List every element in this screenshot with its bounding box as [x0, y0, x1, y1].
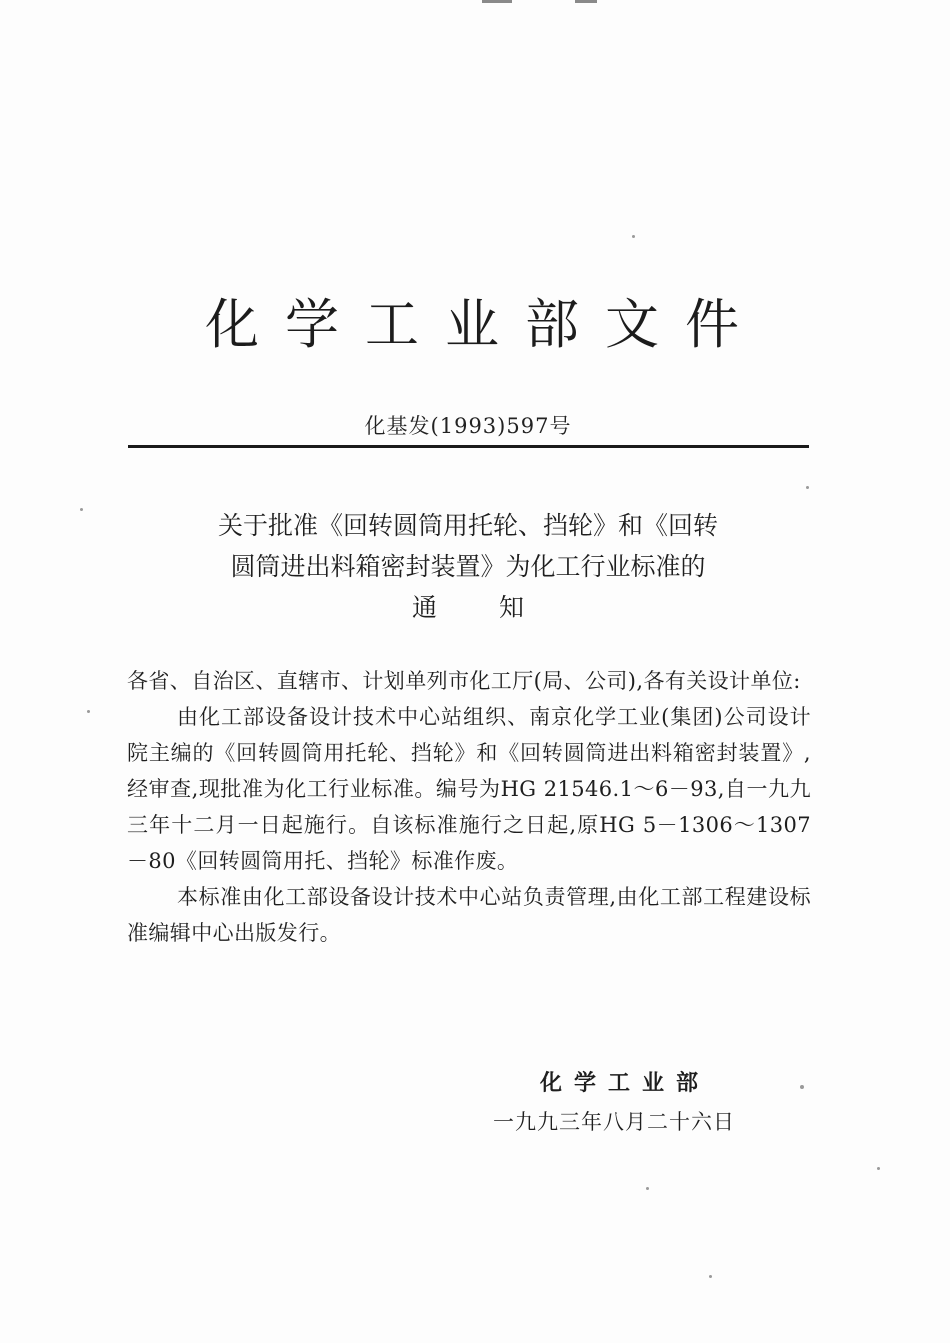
scan-speck	[709, 1275, 712, 1278]
scan-speck	[877, 1167, 880, 1170]
notice-heading-word: 通知	[411, 593, 586, 622]
scan-speck	[80, 508, 83, 511]
scan-speck	[87, 710, 90, 713]
notice-title-line	[0, 587, 936, 628]
issue-date: 一九九三年八月二十六日	[493, 1110, 735, 1134]
scan-speck	[632, 235, 635, 238]
notice-title-line: 圆筒进出料箱密封装置》为化工行业标准的	[230, 552, 706, 581]
scan-mark	[575, 0, 597, 3]
notice-body	[127, 663, 811, 951]
scan-mark	[482, 0, 512, 3]
scan-speck	[806, 486, 809, 489]
body-paragraph: 由化工部设备设计技术中心站组织、南京化学工业(集团)公司设计院主编的《回转圆筒用托轮、挡轮》和《回转圆筒进出料箱密封装置》,经审查,现批准为化工行业标准。编号为HG 21546.1～6－93,自一九九三年十二月一日起施行。自该标准施行之日起,原HG 5－1306～1307－80《回转圆筒用托、挡轮》标准作废。	[127, 705, 811, 873]
notice-title-line: 关于批准《回转圆筒用托轮、挡轮》和《回转	[217, 511, 718, 540]
notice-title	[0, 505, 936, 628]
body-paragraph: 本标准由化工部设备设计技术中心站负责管理,由化工部工程建设标准编辑中心出版发行。	[127, 885, 811, 945]
document-number: 化基发(1993)597号	[364, 414, 572, 438]
issuer-signature: 化学工业部	[540, 1071, 711, 1096]
scan-speck	[646, 1187, 649, 1190]
header-divider	[128, 445, 809, 448]
addressee-paragraph: 各省、自治区、直辖市、计划单列市化工厅(局、公司),各有关设计单位:	[127, 669, 801, 693]
scan-speck	[800, 1085, 804, 1089]
document-header-title: 化学工业部文件	[205, 293, 765, 356]
